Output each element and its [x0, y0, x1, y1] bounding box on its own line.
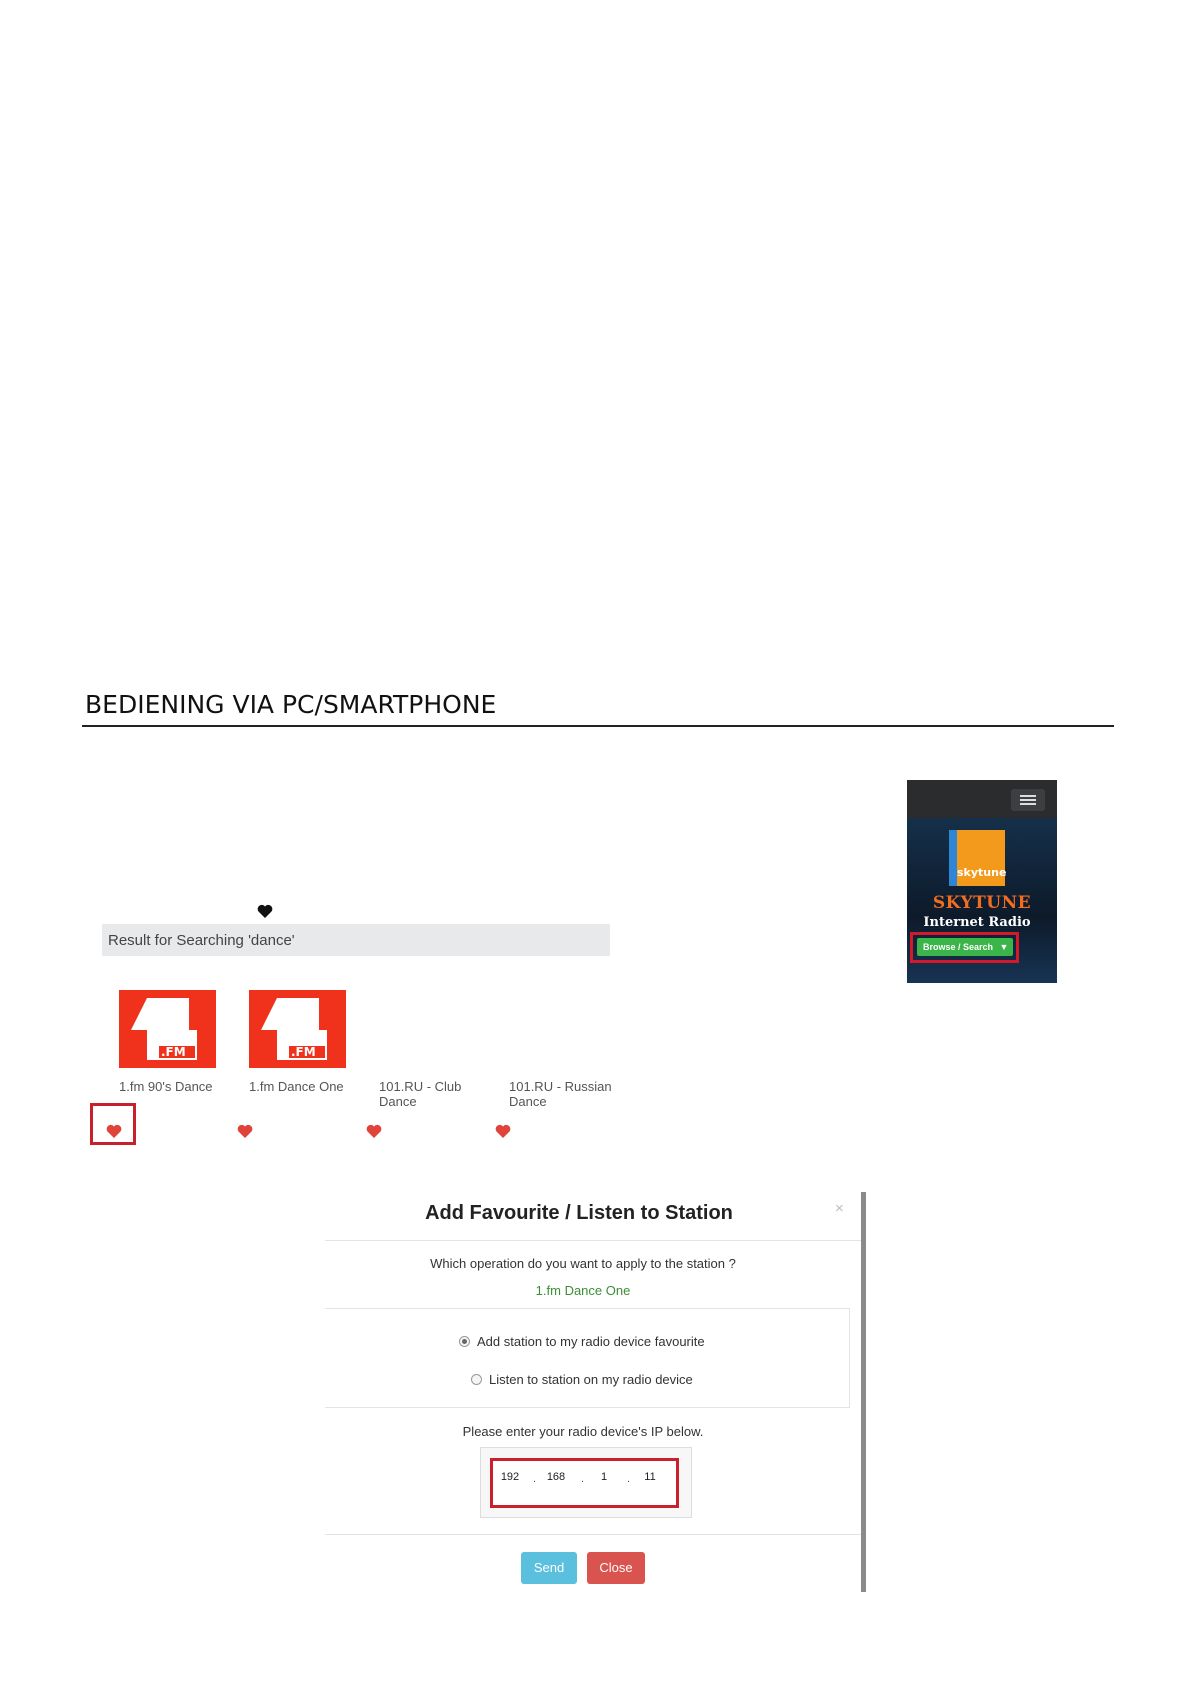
section-divider: [82, 725, 1114, 727]
station-name: 101.RU - Club Dance: [379, 1079, 462, 1109]
close-icon[interactable]: ×: [835, 1200, 844, 1217]
divider: [325, 1240, 861, 1241]
ip-address-input[interactable]: 192 . 168 . 1 . 11: [490, 1458, 679, 1508]
options-panel: [325, 1308, 850, 1408]
operation-question: Which operation do you want to apply to the station ?: [430, 1256, 736, 1271]
skytune-logo-text: skytune: [957, 866, 1007, 879]
station-card[interactable]: [249, 990, 359, 1094]
selected-station: 1.fm Dance One: [535, 1283, 631, 1298]
heart-icon: [257, 904, 273, 918]
station-name: 1.fm 90's Dance: [119, 1079, 213, 1094]
favourite-heart-icon[interactable]: [495, 1124, 511, 1138]
fm-logo: [119, 990, 216, 1068]
favourite-heart-icon[interactable]: [237, 1124, 253, 1138]
radio-button[interactable]: [471, 1374, 482, 1385]
search-result-text: Result for Searching 'dance': [108, 932, 295, 949]
station-card[interactable]: [379, 1079, 489, 1109]
option-listen[interactable]: Listen to station on my radio device: [471, 1372, 693, 1387]
ip-octet-field[interactable]: 192: [500, 1471, 520, 1483]
station-card[interactable]: [509, 1079, 619, 1109]
svg-text:.FM: .FM: [161, 1045, 186, 1059]
ip-prompt: Please enter your radio device's IP below.: [462, 1424, 704, 1439]
add-favourite-dialog: [325, 1192, 863, 1592]
ip-panel: [480, 1447, 692, 1518]
chevron-down-icon: ▼: [999, 942, 1009, 952]
ip-octet-field[interactable]: 168: [546, 1471, 566, 1483]
divider: [325, 1534, 861, 1535]
dialog-title: Add Favourite / Listen to Station: [425, 1202, 733, 1224]
brand-title: SKYTUNE: [932, 893, 1032, 913]
favourite-heart-icon[interactable]: [366, 1124, 382, 1138]
favourite-heart-icon[interactable]: [106, 1124, 122, 1138]
search-result-bar: [102, 924, 610, 956]
scrollbar[interactable]: [861, 1192, 866, 1592]
radio-button[interactable]: [459, 1336, 470, 1347]
fm-logo: [249, 990, 346, 1068]
close-button[interactable]: Close: [587, 1552, 645, 1584]
brand-subtitle: Internet Radio: [923, 915, 1031, 930]
svg-text:.FM: .FM: [291, 1045, 316, 1059]
browse-search-label: Browse / Search: [923, 942, 994, 952]
hamburger-menu-icon[interactable]: [1011, 789, 1045, 811]
station-name: 1.fm Dance One: [249, 1079, 344, 1094]
ip-octet-field[interactable]: 1: [600, 1471, 608, 1483]
option-add-favourite[interactable]: Add station to my radio device favourite: [459, 1334, 705, 1349]
station-name: 101.RU - Russian Dance: [509, 1079, 612, 1109]
phone-topbar: [907, 780, 1057, 818]
section-title: BEDIENING VIA PC/SMARTPHONE: [85, 690, 497, 719]
send-button[interactable]: Send: [521, 1552, 577, 1584]
browse-search-button[interactable]: [917, 938, 1013, 956]
phone-screenshot: [907, 780, 1057, 983]
ip-octet-field[interactable]: 11: [644, 1471, 656, 1483]
station-card[interactable]: [119, 990, 229, 1094]
phone-body: [907, 818, 1057, 983]
